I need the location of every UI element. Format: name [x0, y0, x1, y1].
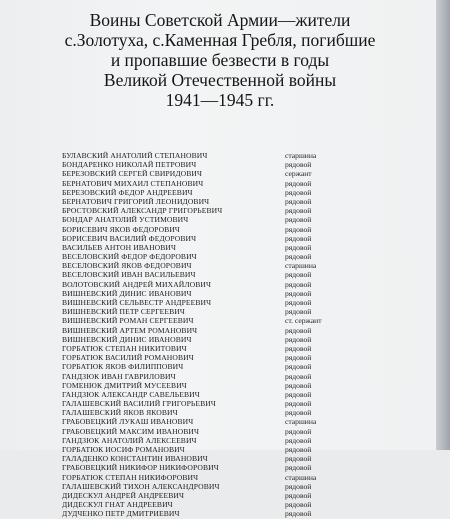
soldier-name: БЕРНАТОВИЧ МИХАИЛ СТЕПАНОВИЧ: [62, 178, 204, 188]
soldier-rank: рядовой: [285, 187, 312, 197]
soldier-name: ГОРБАТЮК ИОСИФ РОМАНОВИЧ: [62, 445, 185, 454]
soldier-name: ВИШНЕВСКИЙ ПЕТР СЕРГЕЕВИЧ: [62, 307, 185, 317]
soldier-name: ГАНДЗЮК АНАТОЛИЙ АЛЕКСЕЕВИЧ: [62, 435, 197, 445]
soldier-name: ДИДЕСКУЛ ГНАТ АНДРЕЕВИЧ: [62, 500, 173, 510]
list-item: [62, 473, 362, 482]
title-line-1: Воины Советской Армии—жители: [89, 10, 351, 30]
list-item: [62, 353, 362, 362]
soldier-name: ГОРБАТЮК ВАСИЛИЙ РОМАНОВИЧ: [62, 353, 194, 363]
soldier-name: ГАЛАШЕВСКИЙ ВАСИЛИЙ ГРИГОРЬЕВИЧ: [62, 399, 216, 409]
soldier-rank: рядовой: [285, 426, 312, 436]
list-item: [62, 417, 362, 426]
list-item: [62, 188, 362, 197]
list-item: [62, 381, 362, 390]
title-line-5: 1941—1945 гг.: [165, 90, 275, 110]
soldier-name: ГАЛАШЕВСКИЙ ТИХОН АЛЕКСАНДРОВИЧ: [62, 481, 220, 491]
soldier-name: ВОЛОТОВСКИЙ АНДРЕЙ МИХАЙЛОВИЧ: [62, 279, 211, 289]
soldier-rank: рядовой: [285, 343, 312, 353]
soldier-name: ГАНДЗЮК ИВАН ГАВРИЛОВИЧ: [62, 371, 176, 381]
list-item: [62, 298, 362, 307]
list-item: [62, 454, 362, 463]
soldier-rank: рядовой: [285, 362, 312, 372]
soldier-name: БЕРЕЗОВСКИЙ СЕРГЕЙ СВИРИДОВИЧ: [62, 169, 203, 179]
soldier-name: БУЛАВСКИЙ АНАТОЛИЙ СТЕПАНОВИЧ: [62, 151, 208, 160]
title-line-3: и пропавшие безвести в годы: [110, 50, 330, 70]
list-item: [62, 270, 362, 279]
list-item: [62, 335, 362, 344]
list-item: [62, 427, 362, 436]
soldier-name: ГАЛАШЕВСКИЙ ЯКОВ ЯКОВИЧ: [62, 408, 178, 418]
list-item: [62, 307, 362, 316]
soldier-name: БОНДАРЕНКО НИКОЛАЙ ПЕТРОВИЧ: [62, 160, 197, 170]
title-line-2: с.Золотуха, с.Каменная Гребля, погибшие: [64, 30, 376, 50]
list-item: [62, 215, 362, 224]
list-item: [62, 316, 362, 325]
soldier-rank: старшина: [285, 472, 317, 482]
soldier-name: БРОСТОВСКИЙ АЛЕКСАНДР ГРИГОРЬЕВИЧ: [62, 206, 223, 216]
list-item: [62, 491, 362, 500]
soldier-rank: рядовой: [285, 353, 312, 363]
list-item: [62, 509, 362, 518]
soldier-rank: рядовой: [285, 298, 312, 307]
list-item: [62, 362, 362, 371]
soldier-name: ГАНДЗЮК АЛЕКСАНДР САВЕЛЬЕВИЧ: [62, 389, 200, 399]
list-item: [62, 280, 362, 289]
soldier-rank: рядовой: [285, 325, 312, 335]
soldier-rank: рядовой: [285, 389, 312, 399]
soldier-name: ВЕСЕЛОВСКИЙ ИВАН ВАСИЛЬЕВИЧ: [62, 270, 196, 280]
soldier-name: ВИШНЕВСКИЙ СЕЛЬВЕСТР АНДРЕЕВИЧ: [62, 298, 212, 307]
list-item: [62, 197, 362, 206]
soldier-rank: рядовой: [285, 279, 312, 289]
soldier-name: ВИШНЕВСКИЙ ДИНИС ИВАНОВИЧ: [62, 288, 192, 298]
soldier-name: ГРАБОВЕЦКИЙ ЛУКАШ ИВАНОВИЧ: [62, 417, 194, 427]
page-title: [40, 10, 400, 110]
soldier-rank: рядовой: [285, 196, 312, 206]
soldier-rank: рядовой: [285, 408, 312, 418]
soldier-name: БОРИСЕВИЧ ВАСИЛИЙ ФЕДОРОВИЧ: [62, 233, 197, 243]
list-item: [62, 151, 362, 160]
soldier-name: ГРАБОВЕЦКИЙ МАКСИМ ИВАНОВИЧ: [62, 426, 200, 436]
soldier-rank: рядовой: [285, 270, 312, 280]
soldier-rank: сержант: [285, 169, 312, 179]
list-item: [62, 500, 362, 509]
soldier-name: БОРИСЕВИЧ ЯКОВ ФЕДОРОВИЧ: [62, 224, 180, 234]
list-item: [62, 225, 362, 234]
list-item: [62, 372, 362, 381]
list-item: [62, 445, 362, 454]
soldier-name: БЕРЕЗОВСКИЙ ФЕДОР АНДРЕЕВИЧ: [62, 187, 193, 197]
soldier-rank: рядовой: [285, 334, 312, 344]
soldier-rank: старшина: [285, 151, 317, 160]
list-item: [62, 160, 362, 169]
soldier-name: ГОРБАТЮК СТЕПАН НИКИТОВИЧ: [62, 343, 187, 353]
soldier-rank: рядовой: [285, 399, 312, 409]
soldier-rank: рядовой: [285, 481, 312, 491]
soldier-name: ДУДЧЕНКО ПЕТР ДМИТРИЕВИЧ: [62, 509, 180, 519]
soldier-name: ВЕСЕЛОВСКИЙ ФЕДОР ФЕДОРОВИЧ: [62, 252, 197, 262]
soldier-rank: рядовой: [285, 371, 312, 381]
soldier-rank: рядовой: [285, 288, 312, 298]
soldier-rank: рядовой: [285, 206, 312, 216]
list-item: [62, 206, 362, 215]
list-item: [62, 482, 362, 491]
soldier-name: БОНДАР АНАТОЛИЙ УСТИМОВИЧ: [62, 215, 189, 225]
soldier-name: БЕРНАТОВИЧ ГРИГОРИЙ ЛЕОНИДОВИЧ: [62, 196, 210, 206]
soldier-name: ДИДЕСКУЛ АНДРЕЙ АНДРЕЕВИЧ: [62, 490, 185, 500]
soldier-rank: рядовой: [285, 500, 312, 510]
list-item: [62, 234, 362, 243]
soldier-rank: рядовой: [285, 160, 312, 170]
soldier-name: ВИШНЕВСКИЙ РОМАН СЕРГЕЕВИЧ: [62, 316, 194, 326]
list-item: [62, 399, 362, 408]
soldier-rank: рядовой: [285, 509, 312, 519]
soldier-rank: старшина: [285, 261, 317, 271]
list-item: [62, 261, 362, 270]
list-item: [62, 289, 362, 298]
list-item: [62, 390, 362, 399]
list-item: [62, 408, 362, 417]
list-item: [62, 344, 362, 353]
soldier-name: ГРАБОВЕЦКИЙ НИКИФОР НИКИФОРОВИЧ: [62, 463, 219, 473]
soldier-rank: рядовой: [285, 252, 312, 262]
soldier-rank: рядовой: [285, 307, 312, 317]
soldier-name: ГОРБАТЮК ЯКОВ ФИЛИППОВИЧ: [62, 362, 184, 372]
soldier-name: ГАЛАДЕНКО КОНСТАНТИН ИВАНОВИЧ: [62, 454, 208, 464]
page-edge: [436, 0, 450, 450]
list-item: [62, 169, 362, 178]
soldier-rank: старшина: [285, 417, 317, 427]
title-line-4: Великой Отечественной войны: [103, 70, 337, 90]
soldier-list: [62, 151, 362, 519]
soldier-rank: рядовой: [285, 445, 312, 454]
list-item: [62, 179, 362, 188]
soldier-rank: рядовой: [285, 435, 312, 445]
soldier-rank: ст. сержант: [285, 316, 322, 326]
soldier-rank: рядовой: [285, 380, 312, 390]
list-item: [62, 326, 362, 335]
soldier-name: ВИШНЕВСКИЙ АРТЕМ РОМАНОВИЧ: [62, 325, 198, 335]
list-item: [62, 243, 362, 252]
list-item: [62, 436, 362, 445]
soldier-rank: рядовой: [285, 242, 312, 252]
soldier-rank: рядовой: [285, 224, 312, 234]
soldier-name: ГОРБАТЮК СТЕПАН НИКИФОРОВИЧ: [62, 472, 199, 482]
soldier-name: ВЕСЕЛОВСКИЙ ЯКОВ ФЕДОРОВИЧ: [62, 261, 192, 271]
soldier-rank: рядовой: [285, 463, 312, 473]
list-item: [62, 463, 362, 472]
soldier-rank: рядовой: [285, 454, 312, 464]
soldier-name: ВИШНЕВСКИЙ ДИНИС ИВАНОВИЧ: [62, 334, 192, 344]
soldier-rank: рядовой: [285, 490, 312, 500]
soldier-rank: рядовой: [285, 215, 312, 225]
list-item: [62, 252, 362, 261]
soldier-rank: рядовой: [285, 233, 312, 243]
soldier-name: ВАСИЛЬЕВ АНТОН ИВАНОВИЧ: [62, 242, 177, 252]
soldier-rank: рядовой: [285, 178, 312, 188]
soldier-name: ГОМЕНЮК ДМИТРИЙ МУСЕЕВИЧ: [62, 380, 187, 390]
